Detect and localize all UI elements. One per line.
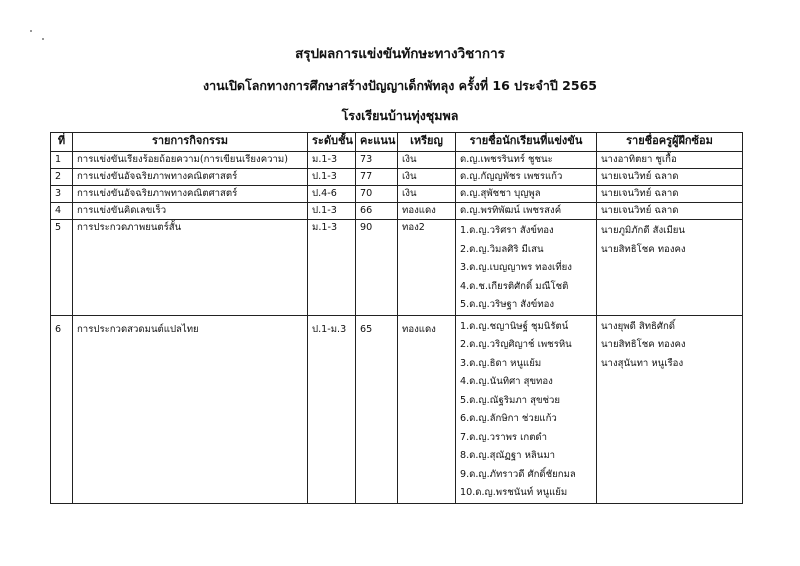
row-medal: ทองแดง	[398, 315, 456, 503]
row-activity: การประกวดภาพยนตร์สั้น	[73, 220, 308, 316]
row-student: ด.ญ.เพชรรินทร์ ชูชนะ	[456, 152, 597, 169]
school-name: โรงเรียนบ้านทุ่งชุมพล	[341, 108, 459, 123]
row-no: 2	[51, 169, 73, 186]
row-no: 4	[51, 203, 73, 220]
col-header-medal: เหรียญ	[398, 133, 456, 152]
student-name: 4.ด.ช.เกียรติศักดิ์ มณีโชติ	[460, 280, 569, 292]
row-teachers-list	[597, 220, 743, 316]
row-score: 66	[356, 203, 398, 220]
row-medal: ทอง2	[398, 220, 456, 316]
table-header-row	[51, 133, 743, 152]
row-score: 70	[356, 186, 398, 203]
student-name: 9.ด.ญ.ภัทราวดี ศักดิ์ชัยกมล	[460, 468, 576, 480]
student-name: 5.ด.ญ.ณัฐริมภา สุขช่วย	[460, 394, 561, 406]
student-name: 2.ด.ญ.วิมลศิริ มีเสน	[460, 243, 544, 255]
row-no: 3	[51, 186, 73, 203]
row-teacher: นายเจนวิทย์ ฉลาด	[597, 169, 743, 186]
row-level: ม.1-3	[308, 220, 356, 316]
row-medal: ทองแดง	[398, 203, 456, 220]
event-subtitle: งานเปิดโลกทางการศึกษาสร้างปัญญาเด็กพัทลุง ครั้งที่ 16 ประจำปี 2565	[203, 78, 597, 93]
row-level: ป.1-3	[308, 203, 356, 220]
student-name: 1.ด.ญ.วริศรา สังข์ทอง	[460, 225, 554, 236]
row-level: ป.1-ม.3	[308, 315, 356, 503]
row-level: ม.1-3	[308, 152, 356, 169]
student-name: 3.ด.ญ.เบญญาพร ทองเที่ยง	[460, 262, 572, 273]
col-header-teachers: รายชื่อครูผู้ฝึกซ้อม	[597, 133, 743, 152]
row-student: ด.ญ.สุพัชชา บุญพูล	[456, 186, 597, 203]
col-header-score: คะแนน	[356, 133, 398, 152]
row-medal: เงิน	[398, 152, 456, 169]
row-medal: เงิน	[398, 169, 456, 186]
page-title: สรุปผลการแข่งขันทักษะทางวิชาการ	[295, 46, 505, 62]
table-row	[51, 220, 743, 316]
row-level: ป.4-6	[308, 186, 356, 203]
row-score: 90	[356, 220, 398, 316]
teacher-name: นายสิทธิโชค ทองคง	[601, 243, 686, 255]
col-header-level: ระดับชั้น	[308, 133, 356, 152]
row-activity: การแข่งขันอัจฉริยภาพทางคณิตศาสตร์	[73, 169, 308, 186]
row-no: 5	[51, 220, 73, 316]
row-teacher: นายเจนวิทย์ ฉลาด	[597, 186, 743, 203]
teacher-name: นายสิทธิโชค ทองคง	[601, 339, 686, 350]
table-row	[51, 169, 743, 186]
col-header-students: รายชื่อนักเรียนที่แข่งขัน	[456, 133, 597, 152]
row-teacher: นางอาทิตยา ชูเกื้อ	[597, 152, 743, 169]
scan-speck-2	[42, 38, 44, 40]
student-name: 5.ด.ญ.วริษฐา สังข์ทอง	[460, 299, 555, 310]
table-row	[51, 186, 743, 203]
row-students-list	[456, 220, 597, 316]
table-row	[51, 152, 743, 169]
row-students-list	[456, 315, 597, 503]
student-name: 2.ด.ญ.วริญศิญาช์ เพชรหิน	[460, 339, 572, 350]
row-teacher: นายเจนวิทย์ ฉลาด	[597, 203, 743, 220]
teacher-name: นางยุพดี สิทธิศักดิ์	[601, 320, 676, 332]
row-medal: เงิน	[398, 186, 456, 203]
row-activity: การประกวดสวดมนต์แปลไทย	[73, 315, 308, 503]
student-name: 3.ด.ญ.ธิดา หนูแย้ม	[460, 357, 542, 369]
student-name: 7.ด.ญ.วราพร เกตดำ	[460, 431, 548, 443]
table-row	[51, 315, 743, 503]
results-table	[50, 132, 743, 504]
teacher-name: นางสุนันทา หนูเรือง	[601, 357, 684, 369]
teacher-name: นายภูมิภักดี สังเมียน	[601, 225, 685, 236]
row-teachers-list	[597, 315, 743, 503]
table-row	[51, 203, 743, 220]
row-no: 6	[51, 315, 73, 503]
student-name: 4.ด.ญ.นันทิศา สุขทอง	[460, 376, 553, 387]
row-activity: การแข่งขันเรียงร้อยถ้อยความ(การเขียนเรียงความ)	[73, 152, 308, 169]
col-header-no: ที่	[51, 133, 73, 152]
col-header-activity: รายการกิจกรรม	[73, 133, 308, 152]
row-student: ด.ญ.พรทิพัฒน์ เพชรสงค์	[456, 203, 597, 220]
row-no: 1	[51, 152, 73, 169]
row-score: 65	[356, 315, 398, 503]
row-activity: การแข่งขันอัจฉริยภาพทางคณิตศาสตร์	[73, 186, 308, 203]
student-name: 10.ด.ญ.พรชนันท์ หนูแย้ม	[460, 487, 568, 498]
row-score: 77	[356, 169, 398, 186]
student-name: 1.ด.ญ.ชญานิษฐ์ ชุมนิรัตน์	[460, 320, 569, 332]
scan-speck-1	[30, 30, 32, 32]
student-name: 6.ด.ญ.ลักษิกา ช่วยแก้ว	[460, 413, 557, 424]
student-name: 8.ด.ญ.สุณัฏฐา หลินมา	[460, 450, 556, 461]
row-level: ป.1-3	[308, 169, 356, 186]
row-activity: การแข่งขันคิดเลขเร็ว	[73, 203, 308, 220]
row-score: 73	[356, 152, 398, 169]
row-student: ด.ญ.กัญญพัชร เพชรแก้ว	[456, 169, 597, 186]
